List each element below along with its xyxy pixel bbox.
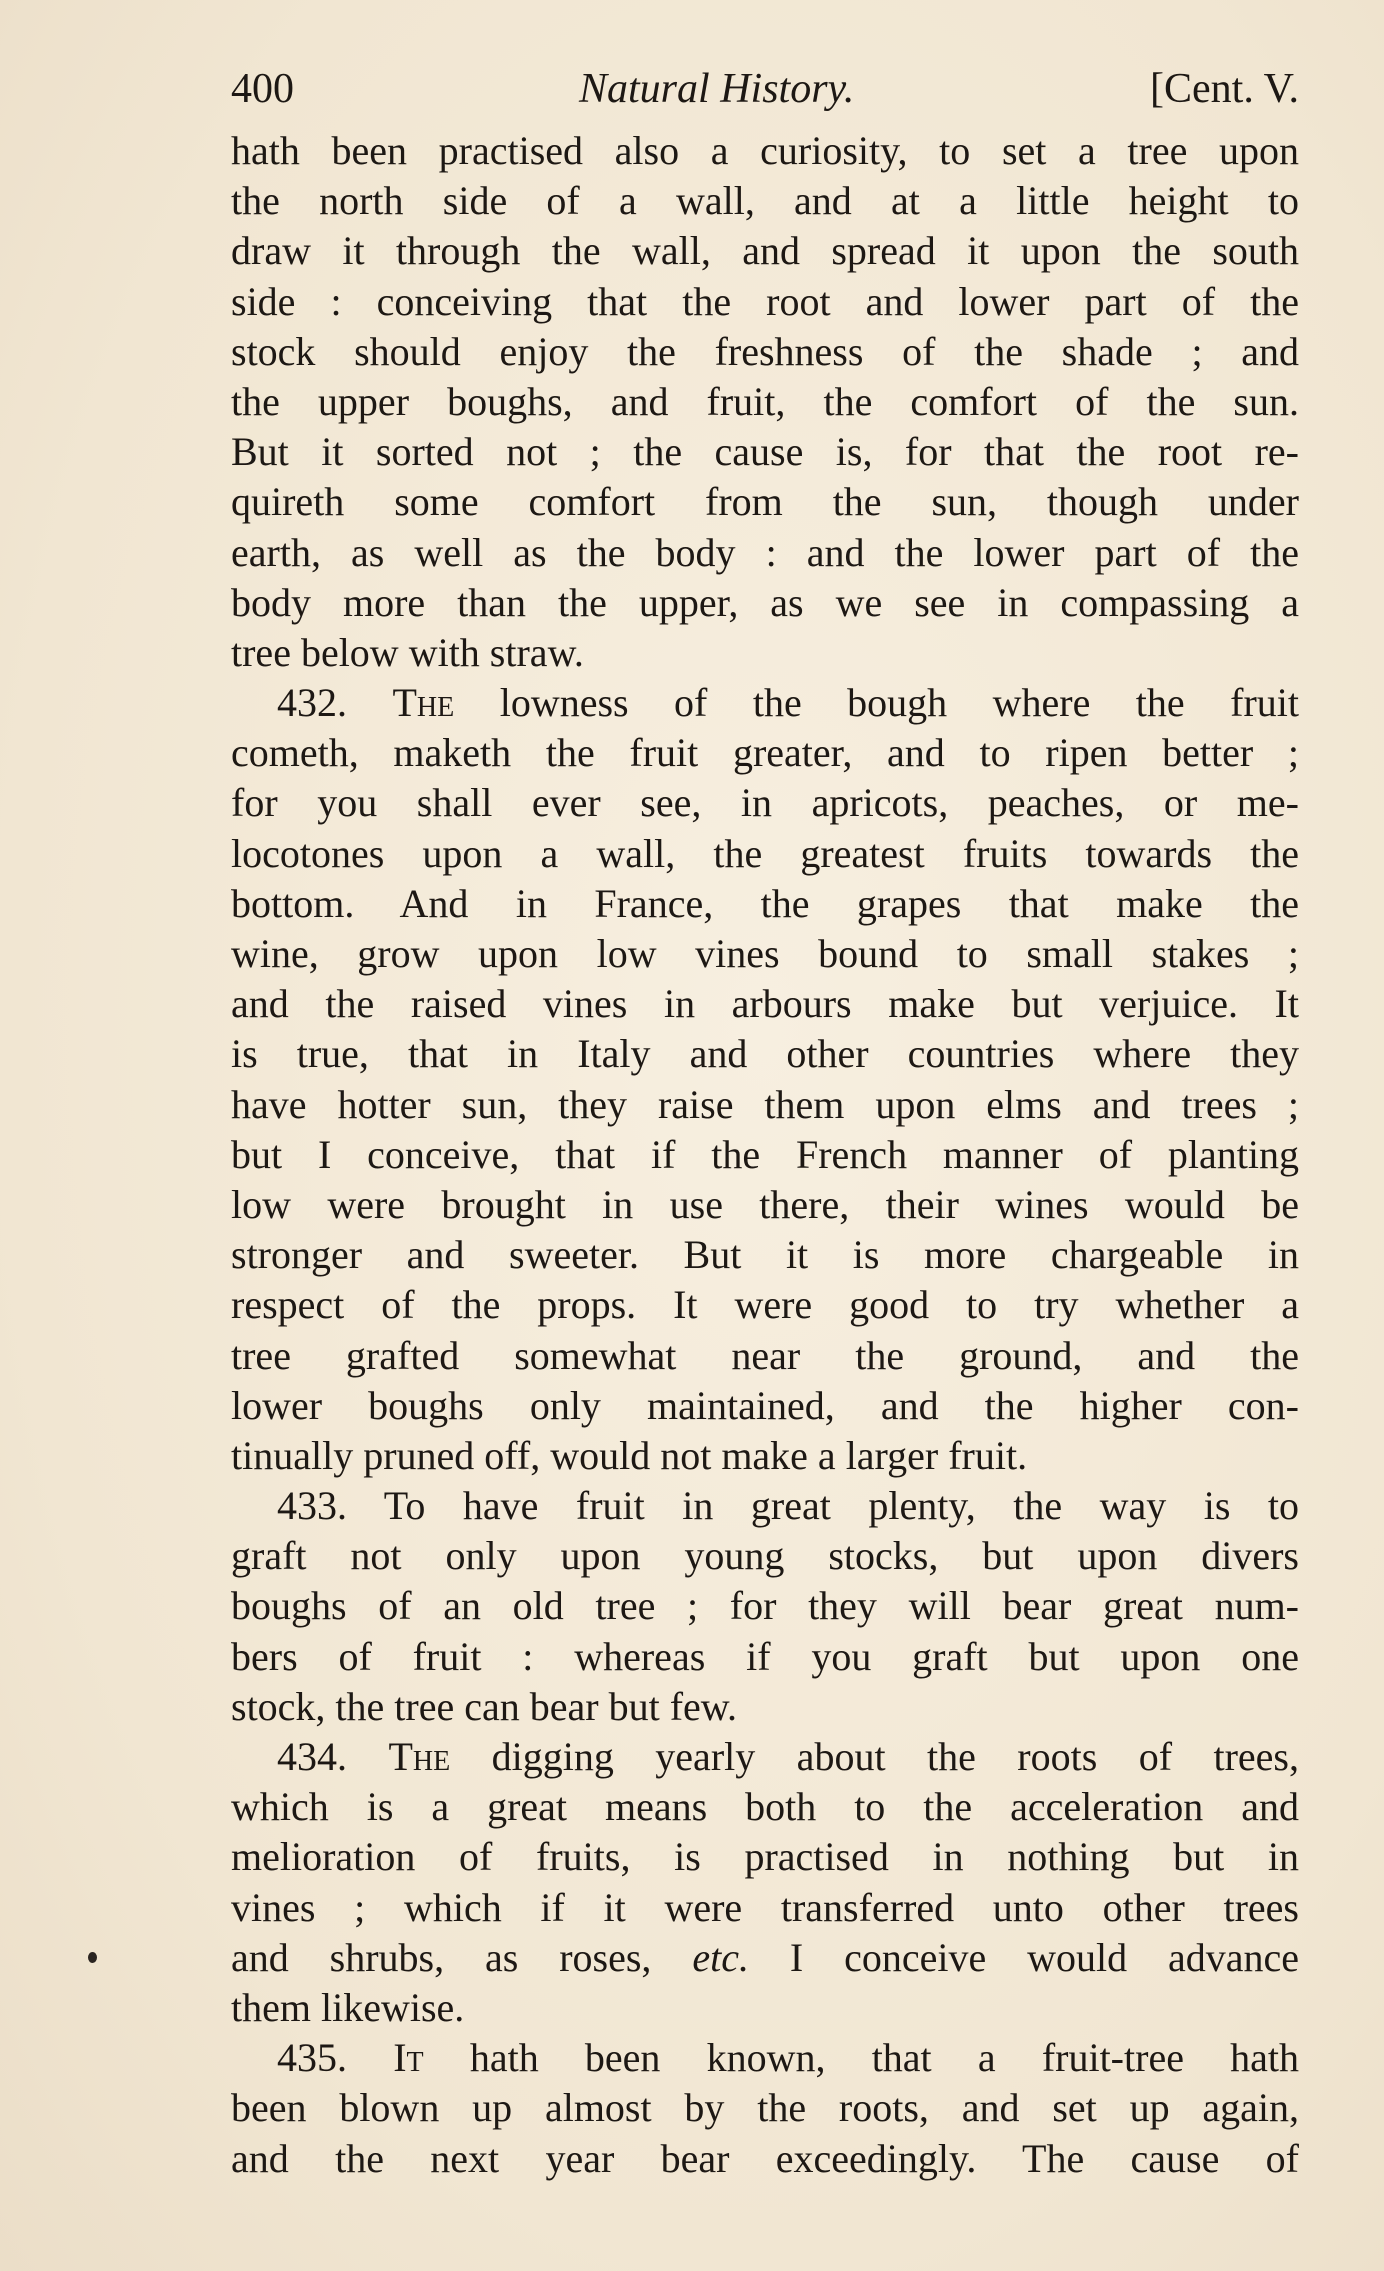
text-line: low were brought in use there, their wines would be xyxy=(231,1181,1299,1227)
text-line: boughs of an old tree ; for they will bear great num- xyxy=(231,1583,1299,1629)
paragraph-434 xyxy=(231,1732,1299,2033)
text-line: tinually pruned off, would not make a larger fruit. xyxy=(231,1432,1028,1478)
text-line: have hotter sun, they raise them upon elms and trees ; xyxy=(231,1081,1299,1127)
text-line: tree below with straw. xyxy=(231,629,584,675)
text-line: but I conceive, that if the French manner of planting xyxy=(231,1131,1299,1177)
text-line: locotones upon a wall, the greatest fruits towards the xyxy=(231,830,1299,876)
text-line: been blown up almost by the roots, and set up again, xyxy=(231,2085,1299,2131)
text-line: and the next year bear exceedingly. The cause of xyxy=(231,2135,1299,2181)
text-line: vines ; which if it were transferred unto other trees xyxy=(231,1884,1299,1930)
text-line: stock, the tree can bear but few. xyxy=(231,1683,738,1729)
text-line: tree grafted somewhat near the ground, and the xyxy=(231,1332,1299,1378)
text-line: side : conceiving that the root and lower part of the xyxy=(231,278,1299,324)
text-line: and shrubs, as roses, etc. I conceive would advance xyxy=(231,1934,1300,1980)
lead-word: It xyxy=(393,2035,424,2081)
section-number: 434. xyxy=(277,1734,347,1779)
text-line: stock should enjoy the freshness of the shade ; and xyxy=(231,328,1299,374)
text-line: cometh, maketh the fruit greater, and to ripen better ; xyxy=(231,730,1299,776)
text-line: respect of the props. It were good to try whether a xyxy=(231,1282,1299,1328)
text-line: them likewise. xyxy=(231,1984,465,2030)
text-line: lower boughs only maintained, and the higher con- xyxy=(231,1382,1299,1428)
text-line: stronger and sweeter. But it is more chargeable in xyxy=(231,1232,1299,1278)
page-number: 400 xyxy=(231,66,294,112)
text-line: 432. The lowness of the bough where the fruit xyxy=(277,680,1300,726)
paragraph-continuation xyxy=(231,126,1299,678)
text-line: But it sorted not ; the cause is, for that the root re- xyxy=(231,429,1299,475)
text-line: 435. It hath been known, that a fruit-tree hath xyxy=(277,2035,1300,2081)
text-line: bottom. And in France, the grapes that make the xyxy=(231,880,1299,926)
text-line: 434. The digging yearly about the roots of trees, xyxy=(277,1734,1299,1779)
running-title: Natural History. xyxy=(579,66,855,112)
text-line: 433. To have fruit in great plenty, the way is to xyxy=(277,1483,1299,1529)
running-header xyxy=(231,52,1299,126)
lead-word: The xyxy=(392,680,455,726)
text-line: graft not only upon young stocks, but upon divers xyxy=(231,1533,1299,1579)
text-line: bers of fruit : whereas if you graft but upon one xyxy=(231,1633,1299,1679)
section-number: 435. xyxy=(277,2035,347,2081)
text-line: melioration of fruits, is practised in nothing but in xyxy=(231,1834,1299,1880)
lead-word: The xyxy=(388,1734,451,1779)
text-line: for you shall ever see, in apricots, peaches, or me- xyxy=(231,780,1299,826)
text-line: earth, as well as the body : and the lower part of the xyxy=(231,529,1299,575)
text-line: quireth some comfort from the sun, though under xyxy=(231,479,1299,525)
paragraph-433 xyxy=(231,1481,1299,1732)
text-line: draw it through the wall, and spread it upon the south xyxy=(231,228,1299,274)
century-section: [Cent. V. xyxy=(1150,66,1299,112)
margin-ink-spot xyxy=(88,1952,97,1963)
paragraph-432 xyxy=(231,678,1299,1481)
text-line: and the raised vines in arbours make but verjuice. It xyxy=(231,981,1299,1027)
section-number: 432. xyxy=(277,680,347,726)
text-line: the north side of a wall, and at a little height to xyxy=(231,178,1299,224)
text-line: wine, grow upon low vines bound to small stakes ; xyxy=(231,931,1299,976)
text-line: is true, that in Italy and other countries where they xyxy=(231,1031,1299,1077)
page-text-block xyxy=(231,52,1299,2184)
text-line: body more than the upper, as we see in compassing a xyxy=(231,579,1299,625)
paragraph-435 xyxy=(231,2033,1299,2184)
text-line: the upper boughs, and fruit, the comfort of the sun. xyxy=(231,378,1299,424)
text-line: hath been practised also a curiosity, to set a tree upon xyxy=(231,128,1299,173)
text-line: which is a great means both to the acceleration and xyxy=(231,1784,1299,1830)
